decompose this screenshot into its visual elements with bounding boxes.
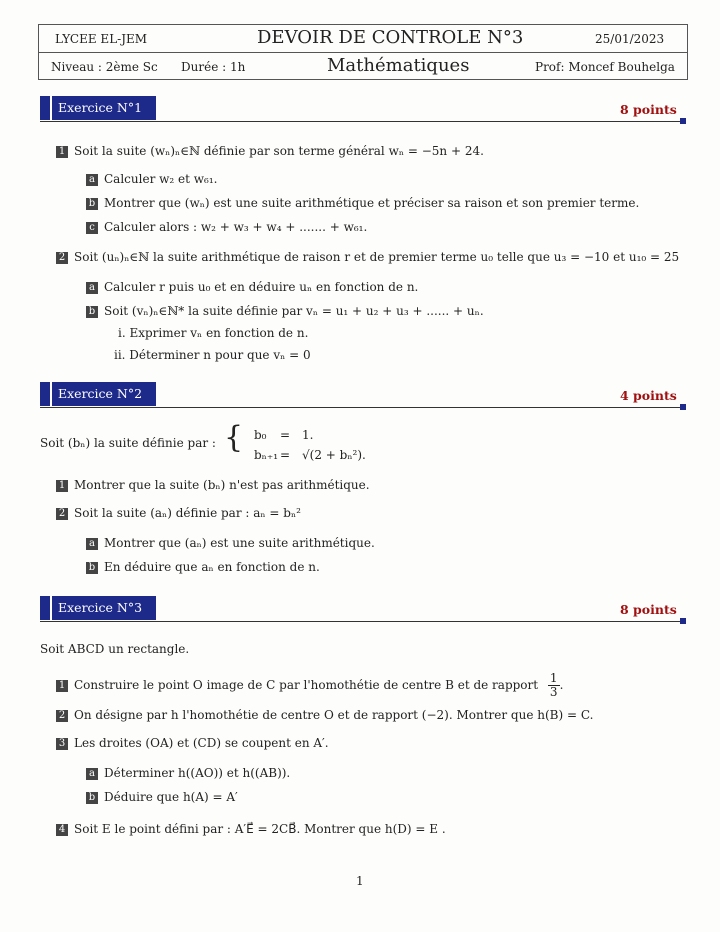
subquestion-letter: b <box>86 562 98 574</box>
banner-dot <box>680 118 686 124</box>
system-lhs: bₙ₊₁ <box>254 448 279 462</box>
subquestion-letter: a <box>86 768 98 780</box>
subquestion-letter: b <box>86 306 98 318</box>
question-text: Montrer que la suite (bₙ) n'est pas arithmétique. <box>74 478 370 492</box>
banner-accent <box>40 382 50 406</box>
ex1-question-1a <box>86 172 217 186</box>
ex1-question-2 <box>56 250 679 264</box>
ex2-question-2b <box>86 560 320 574</box>
exercise-3-points: 8 points <box>620 602 677 617</box>
fraction-denominator: 3 <box>549 685 558 699</box>
subquestion-letter: a <box>86 174 98 186</box>
ex1-question-1b <box>86 196 639 210</box>
subquestion-text: Montrer que (aₙ) est une suite arithmétique. <box>104 536 375 550</box>
system-eq: = <box>280 428 291 442</box>
question-text: Les droites (OA) et (CD) se coupent en A′. <box>74 736 329 750</box>
fraction-numerator: 1 <box>549 671 558 685</box>
exercise-2-points: 4 points <box>620 388 677 403</box>
ex1-question-2b-ii: ii. Déterminer n pour que vₙ = 0 <box>114 348 311 362</box>
exam-date: 25/01/2023 <box>595 32 665 46</box>
question-text: Soit E le point défini par : A′E⃗ = 2CB⃗. Montrer que h(D) = E . <box>74 822 446 836</box>
exercise-1-points: 8 points <box>620 102 677 117</box>
banner-accent <box>40 596 50 620</box>
exercise-2-label: Exercice N°2 <box>52 382 156 406</box>
question-number: 3 <box>56 738 68 750</box>
question-number: 1 <box>56 480 68 492</box>
exercise-3-label: Exercice N°3 <box>52 596 156 620</box>
subquestion-letter: a <box>86 538 98 550</box>
question-number: 1 <box>56 680 68 692</box>
subquestion-text: Soit (vₙ)ₙ∈ℕ* la suite définie par vₙ = u₁ + u₂ + u₃ + ...... + uₙ. <box>104 304 484 318</box>
subquestion-text: Déduire que h(A) = A′ <box>104 790 238 804</box>
subquestion-letter: c <box>86 222 98 234</box>
ex2-question-1 <box>56 478 370 492</box>
subquestion-letter: b <box>86 198 98 210</box>
fraction <box>548 672 560 699</box>
system-line-1 <box>254 428 314 442</box>
question-number: 2 <box>56 508 68 520</box>
question-number: 2 <box>56 252 68 264</box>
duration: Durée : 1h <box>181 60 246 74</box>
question-end: . <box>559 678 564 692</box>
subquestion-letter: a <box>86 282 98 294</box>
subquestion-text: Calculer r puis u₀ et en déduire uₙ en fonction de n. <box>104 280 419 294</box>
subquestion-text: Déterminer h((AO)) et h((AB)). <box>104 766 291 780</box>
subquestion-letter: b <box>86 792 98 804</box>
system-eq: = <box>280 448 291 462</box>
banner-dot <box>680 618 686 624</box>
school-name: LYCEE EL-JEM <box>55 32 148 46</box>
ex3-question-2 <box>56 708 593 722</box>
ex3-question-4 <box>56 822 446 836</box>
ex1-question-1c <box>86 220 367 234</box>
level: Niveau : 2ème Sc <box>51 60 158 74</box>
subquestion-text: En déduire que aₙ en fonction de n. <box>104 560 320 574</box>
question-text: On désigne par h l'homothétie de centre O et de rapport (−2). Montrer que h(B) = C. <box>74 708 594 722</box>
banner-accent <box>40 96 50 120</box>
system-rhs: √(2 + bₙ²). <box>302 448 366 462</box>
header-box <box>38 24 688 80</box>
teacher: Prof: Moncef Bouhelga <box>535 60 675 74</box>
subquestion-text: Montrer que (wₙ) est une suite arithmétique et préciser sa raison et son premier terme. <box>104 196 640 210</box>
ex2-intro: Soit (bₙ) la suite définie par : <box>40 436 216 450</box>
system-line-2 <box>254 448 366 462</box>
subquestion-text: Calculer w₂ et w₆₁. <box>104 172 218 186</box>
ex1-question-1 <box>56 144 484 158</box>
question-text: Construire le point O image de C par l'homothétie de centre B et de rapport <box>74 678 539 692</box>
system-lhs: b₀ <box>254 428 267 442</box>
banner-rule <box>40 407 680 408</box>
question-number: 1 <box>56 146 68 158</box>
banner-dot <box>680 404 686 410</box>
header-divider <box>39 52 687 53</box>
ex2-question-2 <box>56 506 301 520</box>
ex3-question-1 <box>56 672 563 699</box>
question-text: Soit la suite (aₙ) définie par : aₙ = bₙ² <box>74 506 301 520</box>
page-number: 1 <box>356 874 364 888</box>
ex2-question-2a <box>86 536 375 550</box>
ex3-intro: Soit ABCD un rectangle. <box>40 642 190 656</box>
banner-rule <box>40 121 680 122</box>
system-brace: { <box>224 420 244 455</box>
ex3-question-3b <box>86 790 238 804</box>
question-number: 2 <box>56 710 68 722</box>
exam-title: DEVOIR DE CONTROLE N°3 <box>257 27 524 48</box>
banner-rule <box>40 621 680 622</box>
question-number: 4 <box>56 824 68 836</box>
exercise-1-label: Exercice N°1 <box>52 96 156 120</box>
ex3-question-3 <box>56 736 329 750</box>
ex1-question-2b-i: i. Exprimer vₙ en fonction de n. <box>118 326 309 340</box>
subject: Mathématiques <box>327 55 470 76</box>
ex3-question-3a <box>86 766 290 780</box>
ex1-question-2a <box>86 280 418 294</box>
question-text: Soit la suite (wₙ)ₙ∈ℕ définie par son terme général wₙ = −5n + 24. <box>74 144 484 158</box>
system-rhs: 1. <box>302 428 314 442</box>
subquestion-text: Calculer alors : w₂ + w₃ + w₄ + ....... + w₆₁. <box>104 220 368 234</box>
ex1-question-2b <box>86 304 484 318</box>
question-text: Soit (uₙ)ₙ∈ℕ la suite arithmétique de raison r et de premier terme u₀ telle que u₃ = −10 et u₁₀ = 25 <box>74 250 680 264</box>
